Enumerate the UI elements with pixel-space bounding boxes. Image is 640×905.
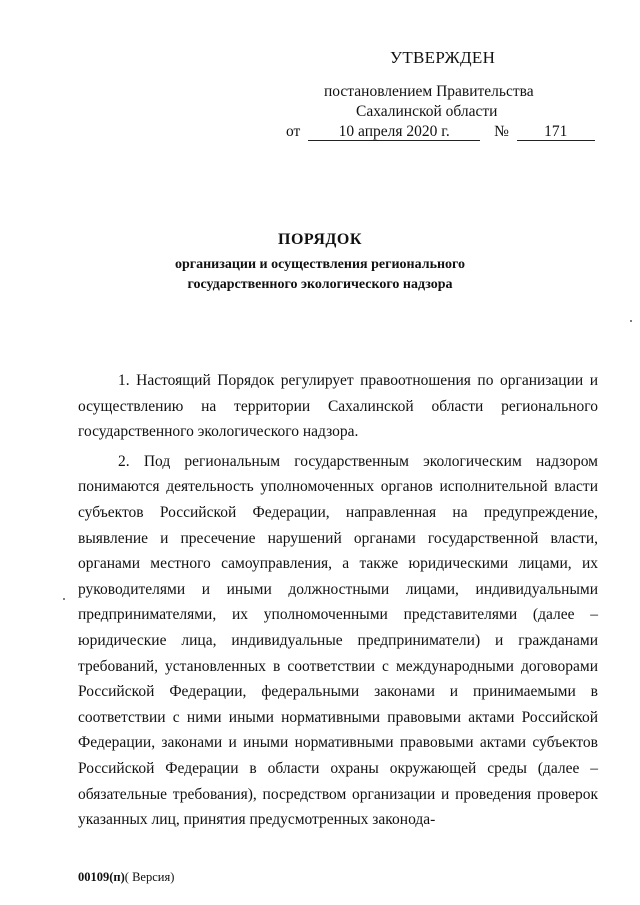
document-subtitle (0, 255, 640, 295)
approval-line-region: Сахалинской области (356, 103, 498, 120)
approval-date: 10 апреля 2020 г. (308, 123, 480, 141)
document-title: ПОРЯДОК (278, 231, 362, 248)
approval-number: 171 (517, 123, 595, 141)
footer-version: ( Версия) (124, 870, 175, 884)
document-footer (78, 870, 174, 885)
number-label: № (494, 123, 509, 140)
from-label: от (286, 123, 301, 140)
document-body (78, 368, 598, 833)
approval-title: УТВЕРЖДЕН (390, 48, 496, 67)
scan-speck (630, 320, 632, 322)
footer-code: 00109(п) (78, 870, 125, 884)
paragraph-1: 1. Настоящий Порядок регулирует правоотношения по организации и осуществлению на территории Сахалинской области регионального государственного экологического надзора. (78, 372, 598, 441)
scan-speck (63, 598, 65, 600)
approval-date-number-line (286, 123, 595, 141)
paragraph-2: 2. Под региональным государственным экологическим надзором понимаются деятельность уполномоченных органов исполнительной власти субъектов Российской Федерации, направленная на предупреждение, выявление и пресечение нарушений органами государственной власти, органами местного самоуправления, а также юридическими лицами, их руководителями и иными должностными лицами, индивидуальными предпринимателями, их уполномоченными представителями (далее – юридические лица, индивидуальные предприниматели) и гражданами требований, установленных в соответствии с международными договорами Российской Федерации, федеральными законами и принимаемыми в соответствии с ними иными нормативными правовыми актами Российской Федерации, законами и иными нормативными правовыми актами субъектов Российской Федерации в области охраны окружающей среды (далее – обязательные требования), посредством организации и проведения проверок указанных лиц, принятия предусмотренных законода- (78, 452, 598, 829)
document-subtitle-line-2: государственного экологического надзора (187, 277, 453, 292)
document-subtitle-line-1: организации и осуществления регионального (174, 257, 466, 272)
approval-line-decree: постановлением Правительства (324, 83, 534, 100)
